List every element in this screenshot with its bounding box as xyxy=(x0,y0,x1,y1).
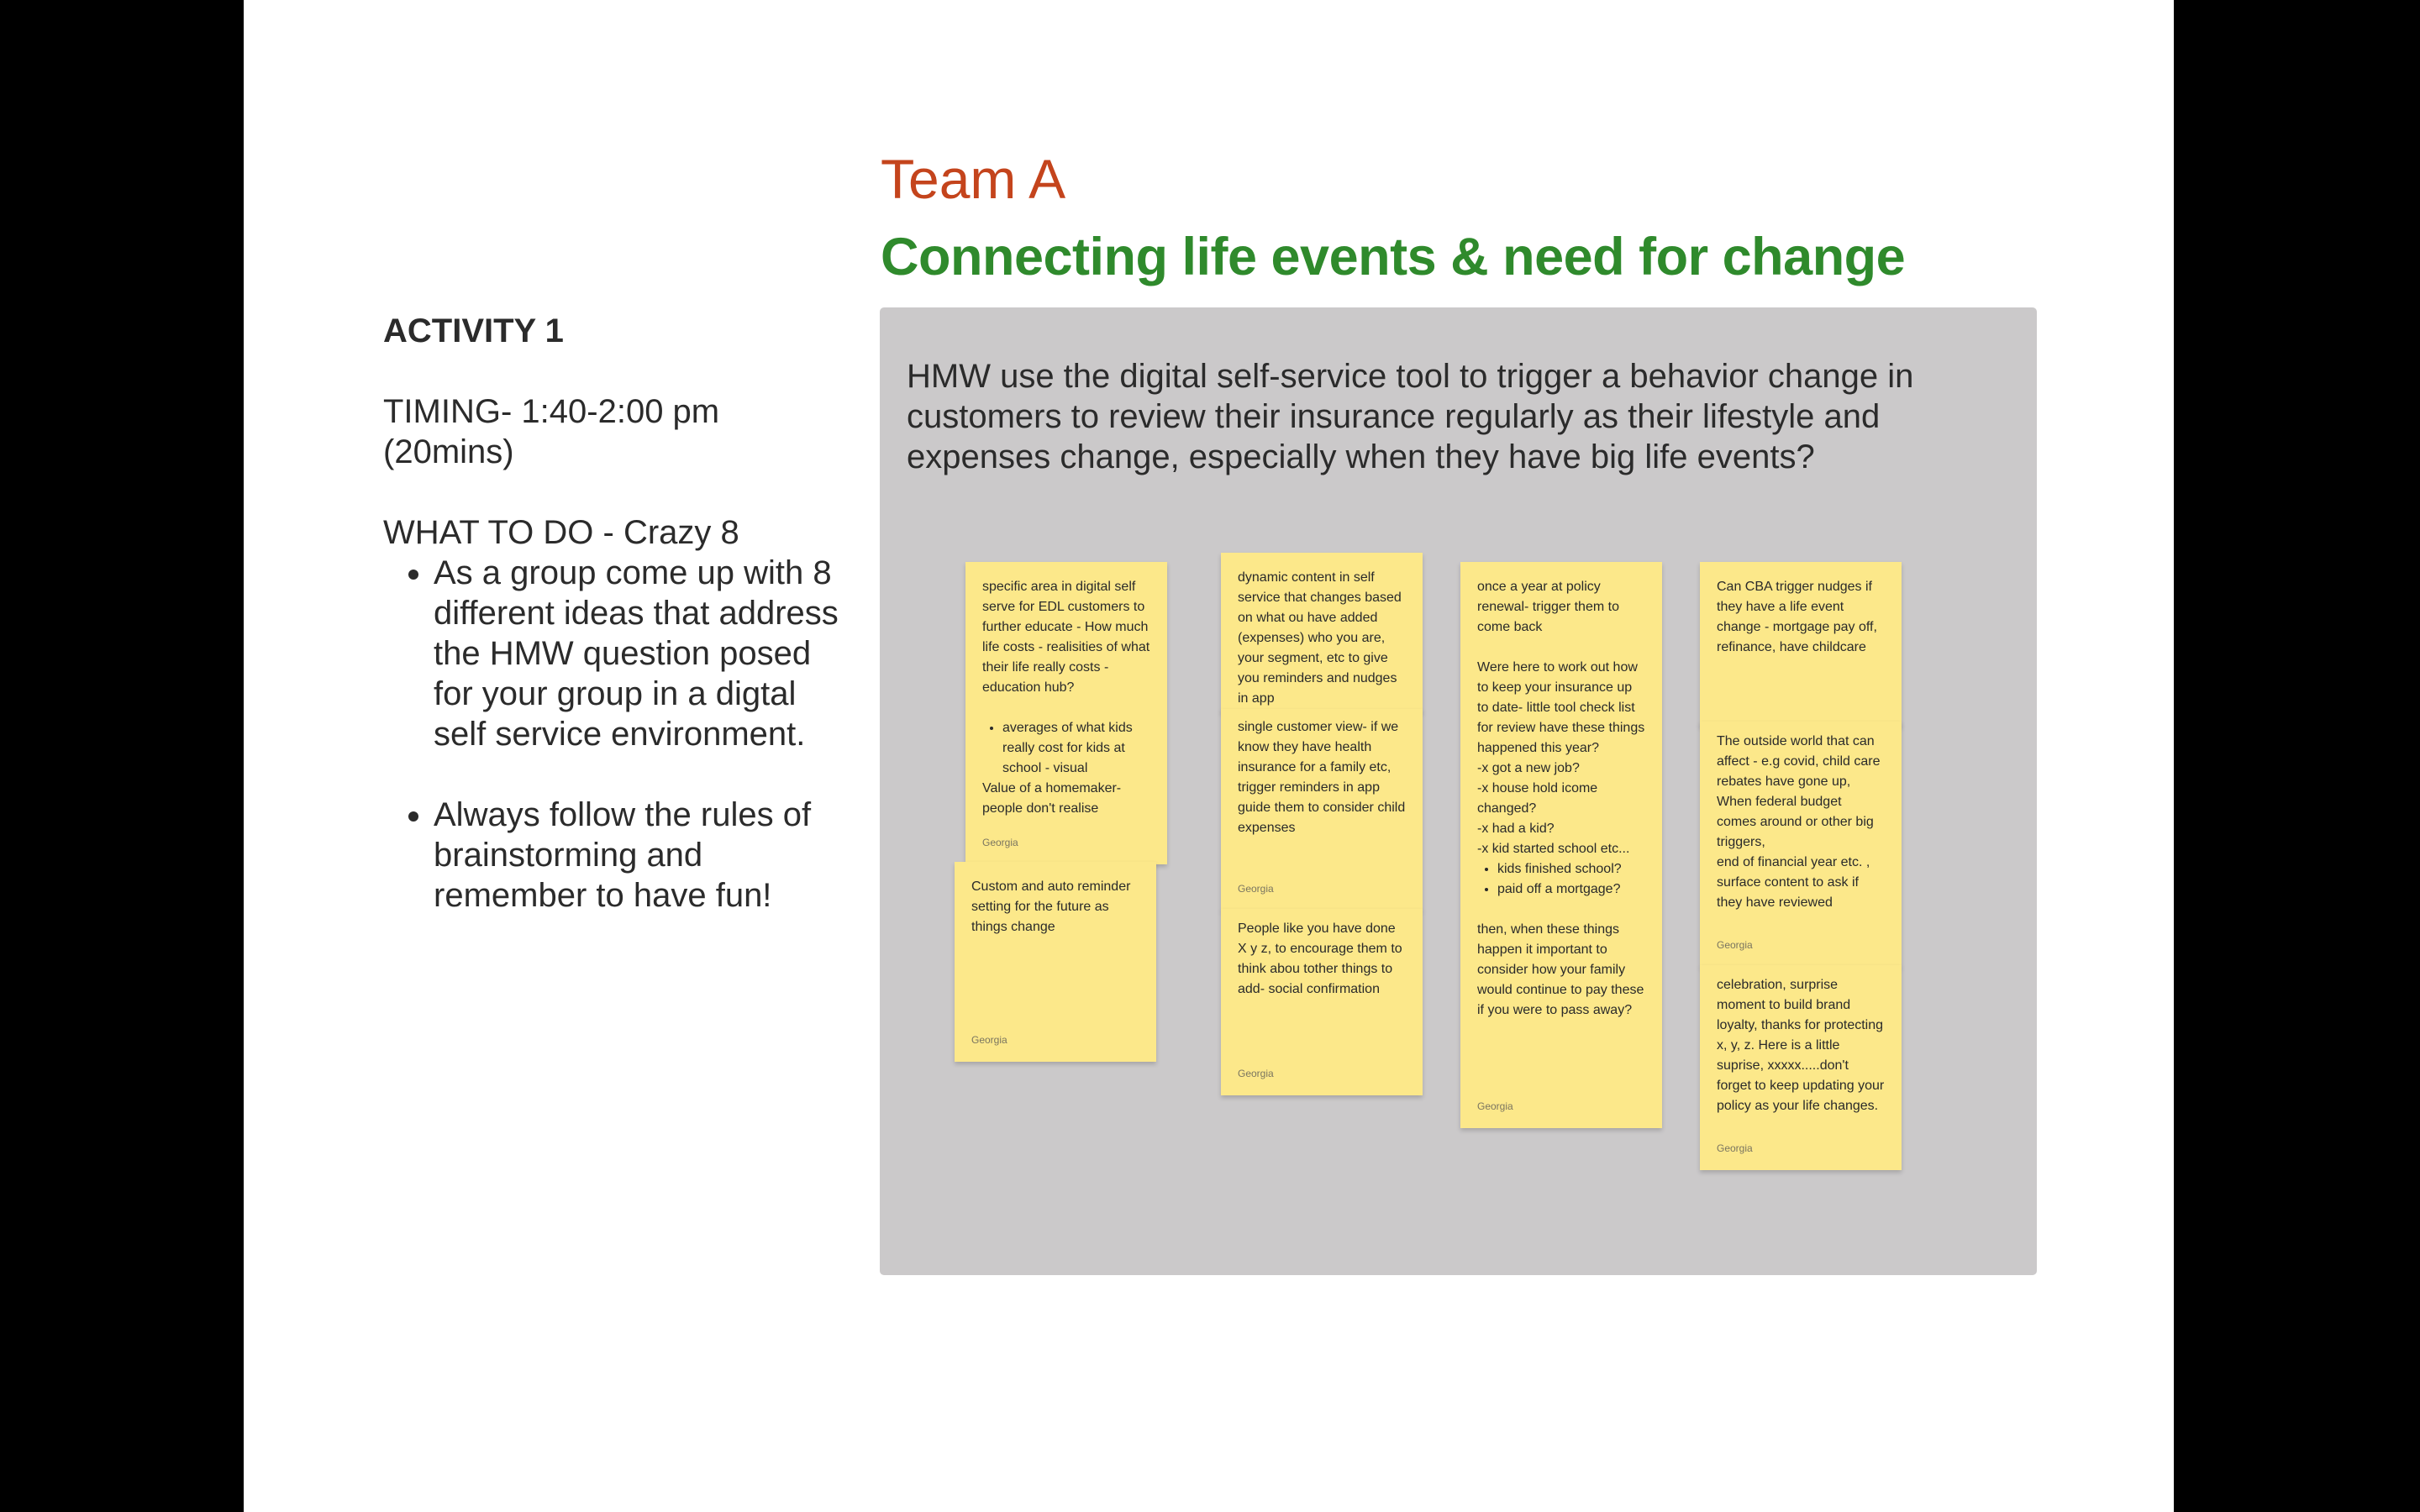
sticky-note[interactable] xyxy=(1221,709,1423,911)
team-title: Team A xyxy=(881,148,1066,210)
note-bullet: • averages of what kids really cost for kids at school - visual xyxy=(1002,718,1150,779)
note-bullet: • kids finished school? xyxy=(1497,859,1645,879)
activity-bullet: • Always follow the rules of brainstorming and remember to have fun! xyxy=(434,795,854,916)
sticky-note[interactable] xyxy=(955,862,1156,1062)
sticky-note[interactable] xyxy=(1221,909,1423,1095)
note-text-after: Value of a homemaker- people don't realise xyxy=(982,781,1122,816)
note-text: Custom and auto reminder setting for the future as things change xyxy=(971,879,1131,934)
note-text: single customer view- if we know they have health insurance for a family etc, trigger reminders in app guide them to consider child expenses xyxy=(1238,720,1406,835)
note-text: specific area in digital self serve for EDL customers to further educate - How much life costs - realisities of what their life really costs - education hub? xyxy=(982,580,1150,695)
sticky-note[interactable] xyxy=(1700,722,1902,967)
note-text: celebration, surprise moment to build brand loyalty, thanks for protecting x, y, z. Here is a little suprise, xxxxx.....don't forget to keep updating your policy as your life changes. xyxy=(1717,978,1885,1113)
note-bullets xyxy=(982,718,1150,779)
note-author: Georgia xyxy=(1717,939,1753,951)
activity-heading: ACTIVITY 1 xyxy=(383,312,564,349)
note-author: Georgia xyxy=(1717,1142,1753,1154)
note-text-after: then, when these things happen it important to consider how your family would continue to pay these if you were to pass away? xyxy=(1477,922,1644,1017)
hmw-question: HMW use the digital self-service tool to trigger a behavior change in customers to review their insurance regularly as their lifestyle and expenses change, especially when they have big life events? xyxy=(907,358,1914,475)
sticky-note[interactable] xyxy=(1700,562,1902,727)
note-text: The outside world that can affect - e.g covid, child care rebates have gone up, When federal budget comes around or other big triggers, end of financial year etc. , surface content to ask if they have reviewed xyxy=(1717,734,1881,910)
activity-bullet: • As a group come up with 8 different ideas that address the HMW question posed for your group in a digtal self service environment. xyxy=(434,553,854,754)
brainstorm-board xyxy=(880,307,2037,1275)
activity-what-to-do: WHAT TO DO - Crazy 8 xyxy=(383,514,739,551)
note-author: Georgia xyxy=(1238,1068,1274,1079)
slide-canvas xyxy=(244,0,2174,1512)
activity-panel xyxy=(383,311,854,916)
sticky-note[interactable] xyxy=(1221,553,1423,712)
note-author: Georgia xyxy=(1238,883,1274,895)
note-text: dynamic content in self service that changes based on what ou have added (expenses) who you are, your segment, etc to give you reminders and nudges in app xyxy=(1238,570,1402,706)
note-author: Georgia xyxy=(982,837,1018,848)
note-text: Can CBA trigger nudges if they have a life event change - mortgage pay off, refinance, have childcare xyxy=(1717,580,1877,654)
activity-timing: TIMING- 1:40-2:00 pm (20mins) xyxy=(383,393,720,470)
note-text: once a year at policy renewal- trigger them to come back Were here to work out how to keep your insurance up to date- little tool check list for review have these things happened this year? -x got a new job? -x house hold icome changed? -x had a kid? -x kid started school etc... xyxy=(1477,580,1645,856)
sticky-note[interactable] xyxy=(1460,562,1662,1128)
activity-bullets xyxy=(383,553,854,916)
note-author: Georgia xyxy=(971,1034,1007,1046)
note-author: Georgia xyxy=(1477,1100,1513,1112)
sticky-note[interactable] xyxy=(965,562,1167,864)
note-bullet: • paid off a mortgage? xyxy=(1497,879,1645,900)
note-bullets xyxy=(1477,859,1645,900)
sticky-note[interactable] xyxy=(1700,965,1902,1170)
topic-title: Connecting life events & need for change xyxy=(881,228,1906,286)
note-text: People like you have done X y z, to encourage them to think abou tother things to add- social confirmation xyxy=(1238,921,1402,996)
